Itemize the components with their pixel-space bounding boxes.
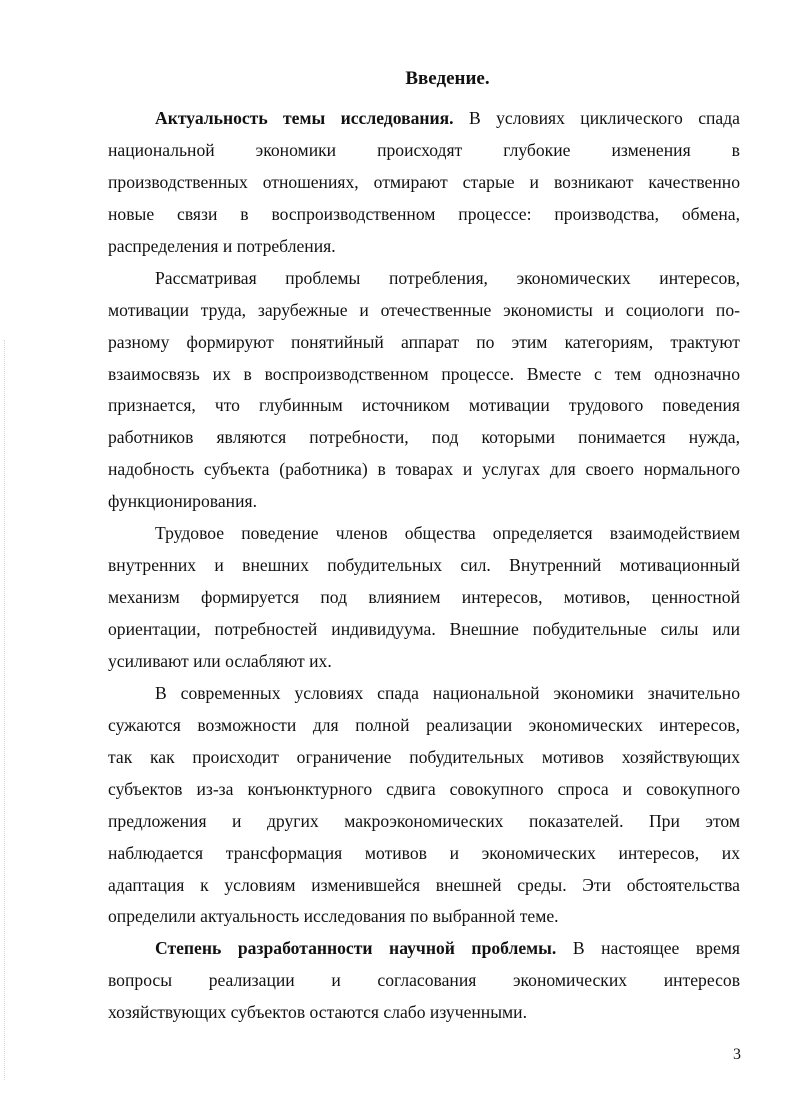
- document-body: [108, 103, 740, 1029]
- text-line: [108, 199, 740, 231]
- line-text: новые связи в воспроизводственном процессе: производства, обмена,: [108, 203, 740, 224]
- line-text: внутренних и внешних побудительных сил. Внутренний мотивационный: [108, 555, 740, 576]
- line-text: национальной экономики происходят глубокие изменения в: [108, 139, 740, 160]
- scan-edge-marks: [4, 340, 8, 1080]
- text-line: [108, 806, 740, 838]
- line-text: разному формируют понятийный аппарат по этим категориям, трактуют: [108, 331, 740, 352]
- text-line: [108, 870, 740, 902]
- text-line: [108, 518, 740, 550]
- line-text: механизм формируется под влиянием интересов, мотивов, ценностной: [108, 587, 740, 608]
- text-line: [108, 231, 740, 263]
- text-line: [108, 103, 740, 135]
- line-text: В условиях циклического спада: [453, 108, 740, 128]
- text-line: [108, 295, 740, 327]
- text-line: [108, 614, 740, 646]
- line-text: усиливают или ослабляют их.: [108, 650, 332, 671]
- line-text: распределения и потребления.: [108, 235, 336, 256]
- text-line: [108, 327, 740, 359]
- line-text: ориентации, потребностей индивидуума. Внешние побудительные силы или: [108, 619, 740, 639]
- line-text: функционирования.: [108, 491, 257, 512]
- line-text: определили актуальность исследования по выбранной теме.: [108, 906, 559, 927]
- line-text: взаимосвязь их в воспроизводственном процессе. Вместе с тем однозначно: [108, 363, 740, 384]
- text-line: [108, 965, 740, 997]
- line-text: сужаются возможности для полной реализации экономических интересов,: [108, 714, 740, 735]
- text-line: [108, 838, 740, 870]
- line-text: субъектов из-за конъюнктурного сдвига совокупного спроса и совокупного: [108, 778, 740, 799]
- line-text: наблюдается трансформация мотивов и экономических интересов, их: [108, 842, 740, 863]
- line-text: Трудовое поведение членов общества определяется взаимодействием: [155, 523, 740, 544]
- text-line: [108, 390, 740, 422]
- text-line: [108, 678, 740, 710]
- text-line: [108, 646, 740, 678]
- text-line: [108, 901, 740, 933]
- text-line: [108, 742, 740, 774]
- text-line: [108, 422, 740, 454]
- line-text: надобность субъекта (работника) в товарах и услугах для своего нормального: [108, 459, 740, 480]
- bold-heading: Актуальность темы исследования.: [155, 108, 454, 128]
- line-text: так как происходит ограничение побудительных мотивов хозяйствующих: [108, 746, 740, 767]
- line-text: хозяйствующих субъектов остаются слабо изученными.: [108, 1002, 527, 1023]
- line-text: признается, что глубинным источником мотивации трудового поведения: [108, 395, 740, 416]
- text-line: [108, 997, 740, 1029]
- text-line: [108, 167, 740, 199]
- text-line: [108, 550, 740, 582]
- text-line: [108, 486, 740, 518]
- line-text: вопросы реализации и согласования экономических интересов: [108, 970, 740, 991]
- text-line: [108, 933, 740, 965]
- page-title: Введение.: [405, 68, 490, 89]
- line-text: адаптация к условиям изменившейся внешней среды. Эти обстоятельства: [108, 874, 740, 895]
- text-line: [108, 710, 740, 742]
- line-text: В современных условиях спада национальной экономики значительно: [155, 682, 740, 703]
- line-text: Рассматривая проблемы потребления, экономических интересов,: [155, 267, 740, 288]
- line-text: В настоящее время: [556, 938, 741, 959]
- line-text: производственных отношениях, отмирают старые и возникают качественно: [108, 171, 740, 192]
- text-line: [108, 454, 740, 486]
- text-line: [108, 582, 740, 614]
- text-line: [108, 774, 740, 806]
- line-text: работников являются потребности, под которыми понимается нужда,: [108, 427, 740, 448]
- text-line: [108, 359, 740, 391]
- line-text: мотивации труда, зарубежные и отечественные экономисты и социологи по-: [108, 299, 740, 320]
- line-text: предложения и других макроэкономических показателей. При этом: [108, 810, 740, 831]
- text-line: [108, 263, 740, 295]
- text-line: [108, 135, 740, 167]
- page-number: 3: [733, 1046, 741, 1063]
- bold-heading: Степень разработанности научной проблемы.: [155, 938, 557, 959]
